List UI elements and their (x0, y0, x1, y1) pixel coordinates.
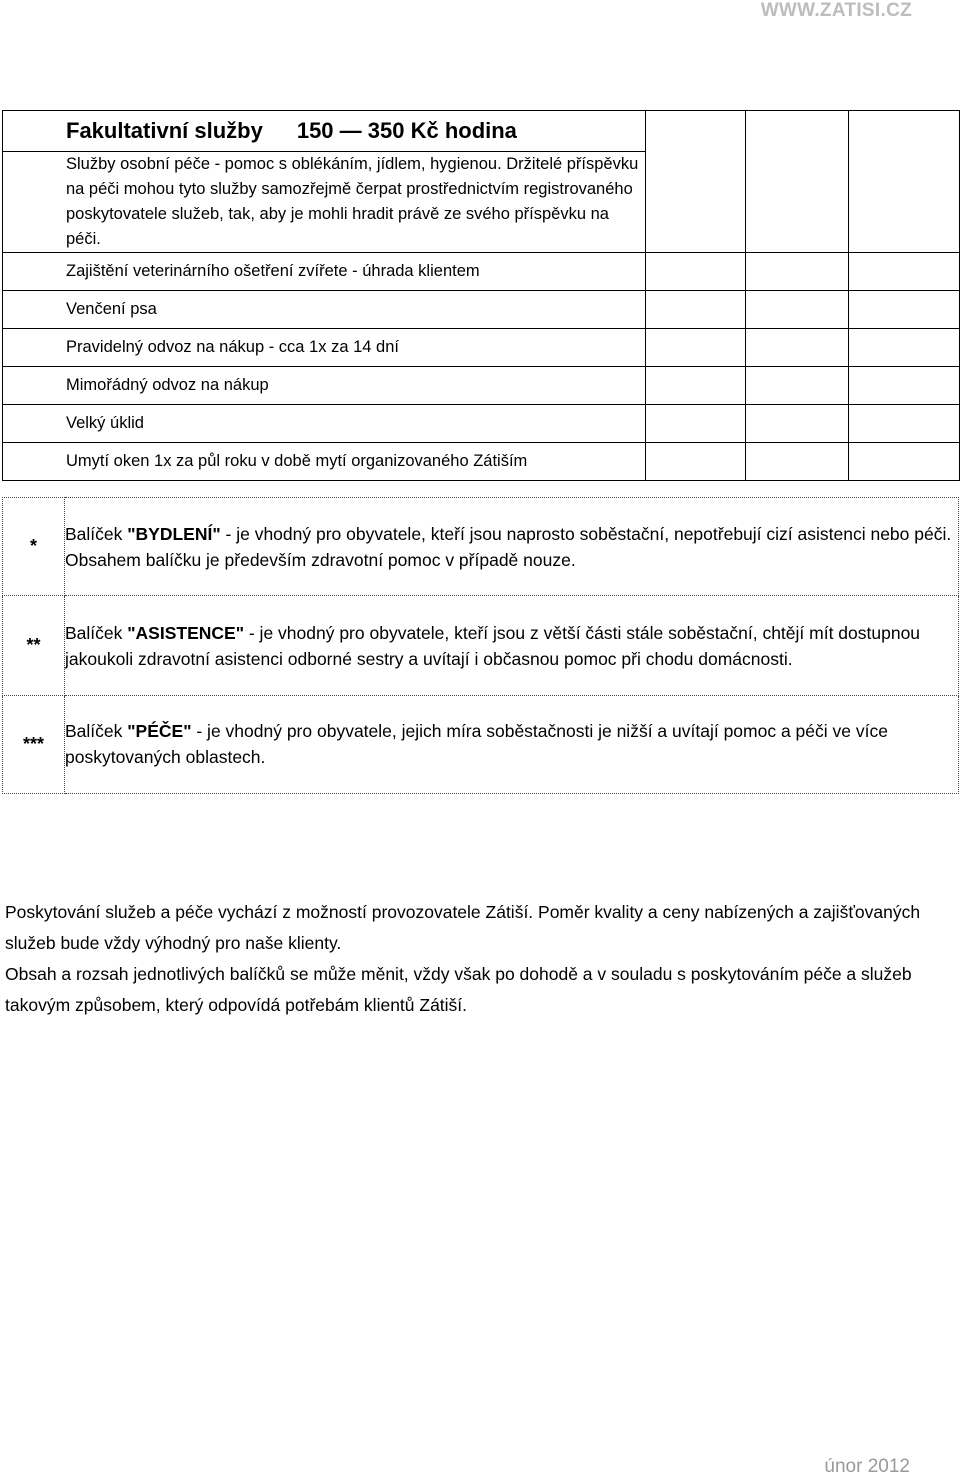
note-package-name: "BYDLENÍ" (127, 523, 221, 544)
package-cell (646, 443, 746, 481)
footer-paragraph: Obsah a rozsah jednotlivých balíčků se může měnit, vždy však po dohodě a v souladu s poskytováním péče a služeb takovým způsobem, který odpovídá potřebám klientů Zátiší. (5, 964, 912, 1015)
package-cell-2 (746, 111, 849, 253)
footer-paragraph: Poskytování služeb a péče vychází z možností provozovatele Zátiší. Poměr kvality a ceny nabízených a zajišťovaných služeb bude vždy výhodný pro naše klienty. (5, 902, 921, 953)
note-package-name: "PÉČE" (127, 721, 192, 741)
package-cell (746, 291, 849, 329)
note-prefix: Balíček (65, 721, 128, 741)
note-mark: ** (3, 596, 65, 696)
package-cell-3 (849, 111, 960, 253)
package-cell (849, 329, 960, 367)
service-item: Mimořádný odvoz na nákup (3, 367, 646, 405)
package-cell (746, 405, 849, 443)
document-date: únor 2012 (824, 1456, 910, 1477)
package-cell (849, 291, 960, 329)
service-item: Umytí oken 1x za půl roku v době mytí organizovaného Zátiším (3, 443, 646, 481)
package-cell (849, 405, 960, 443)
package-cell (849, 367, 960, 405)
service-item-row (3, 367, 960, 405)
note-row-asistence (3, 596, 959, 696)
service-item: Velký úklid (3, 405, 646, 443)
note-row-bydleni (3, 498, 959, 596)
note-mark: * (3, 498, 65, 596)
service-item-row (3, 443, 960, 481)
note-row-pece (3, 696, 959, 794)
package-cell (646, 329, 746, 367)
services-title: Fakultativní služby (66, 118, 263, 143)
package-cell-1 (646, 111, 746, 253)
package-cell (646, 405, 746, 443)
service-item-row (3, 405, 960, 443)
note-prefix: Balíček (65, 622, 128, 643)
package-cell (849, 443, 960, 481)
package-cell (646, 291, 746, 329)
service-item: Pravidelný odvoz na nákup - cca 1x za 14 dní (3, 329, 646, 367)
service-item: Zajištění veterinárního ošetření zvířete - úhrada klientem (3, 253, 646, 291)
note-mark: *** (3, 696, 65, 794)
services-description: Služby osobní péče - pomoc s oblékáním, jídlem, hygienou. Držitelé příspěvku na péči mohou tyto služby samozřejmě čerpat prostřednictvím registrovaného poskytovatele služeb, tak, aby je mohli hradit právě ze svého příspěvku na péči. (3, 152, 646, 253)
package-cell (646, 253, 746, 291)
services-table (2, 110, 960, 481)
footer-text (5, 897, 945, 1021)
package-cell (746, 443, 849, 481)
note-text (65, 596, 959, 696)
services-title-row (3, 111, 960, 152)
services-title-cell (3, 111, 646, 152)
package-cell (746, 329, 849, 367)
note-text (65, 696, 959, 794)
package-notes-table (2, 497, 959, 794)
package-cell (746, 367, 849, 405)
service-item-row (3, 291, 960, 329)
note-body: - je vhodný pro obyvatele, kteří jsou z větší části stále soběstační, chtějí mít dostupnou jakoukoli zdravotní asistenci odborné sestry a uvítají i občasnou pomoc při chodu domácnosti. (65, 622, 921, 669)
package-cell (746, 253, 849, 291)
site-url[interactable]: WWW.ZATISI.CZ (760, 0, 912, 21)
service-item-row (3, 253, 960, 291)
note-package-name: "ASISTENCE" (127, 622, 244, 643)
package-cell (646, 367, 746, 405)
service-item-row (3, 329, 960, 367)
note-prefix: Balíček (65, 523, 128, 544)
services-price: 150 — 350 Kč hodina (296, 118, 517, 143)
note-body: - je vhodný pro obyvatele, kteří jsou naprosto soběstační, nepotřebují cizí asistenci nebo péči. Obsahem balíčku je především zdravotní pomoc v případě nouze. (65, 523, 952, 570)
note-text (65, 498, 959, 596)
service-item: Venčení psa (3, 291, 646, 329)
note-body: - je vhodný pro obyvatele, jejich míra soběstačnosti je nižší a uvítají pomoc a péči ve více poskytovaných oblastech. (65, 721, 888, 767)
package-cell (849, 253, 960, 291)
